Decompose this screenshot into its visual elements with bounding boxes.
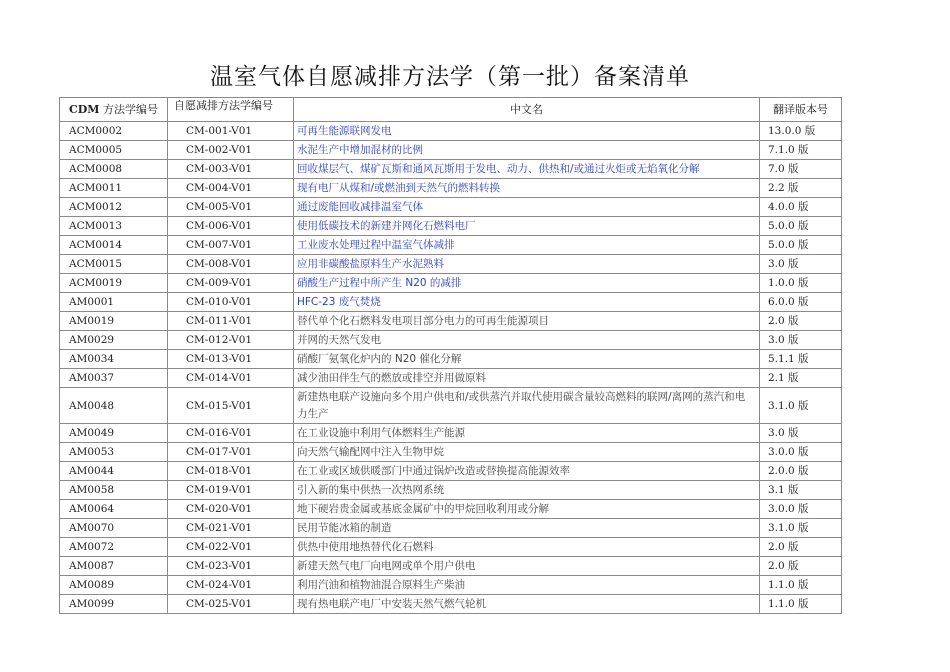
cell-version: 1.1.0 版: [760, 595, 842, 614]
cell-chinese-name: 供热中使用地热替代化石燃料: [294, 538, 760, 557]
table-row: [60, 255, 842, 274]
cell-chinese-name: 在工业设施中利用气体燃料生产能源: [294, 424, 760, 443]
cell-version: 1.0.0 版: [760, 274, 842, 293]
table-row: [60, 122, 842, 141]
cell-chinese-name[interactable]: 回收煤层气、煤矿瓦斯和通风瓦斯用于发电、动力、供热和/或通过火炬或无焰氧化分解: [294, 160, 760, 179]
cell-cdm-number: AM0070: [60, 519, 168, 538]
table-row: [60, 443, 842, 462]
cell-version: 4.0.0 版: [760, 198, 842, 217]
cell-cdm-number: ACM0002: [60, 122, 168, 141]
cell-version: 5.1.1 版: [760, 350, 842, 369]
cell-version: 2.0 版: [760, 312, 842, 331]
cell-cdm-number: ACM0012: [60, 198, 168, 217]
cell-ccer-number: CM-003-V01: [168, 160, 294, 179]
cell-cdm-number: AM0064: [60, 500, 168, 519]
cell-chinese-name[interactable]: 现有电厂从煤和/或燃油到天然气的燃料转换: [294, 179, 760, 198]
table-row: [60, 595, 842, 614]
cell-ccer-number: CM-002-V01: [168, 141, 294, 160]
cell-version: 7.1.0 版: [760, 141, 842, 160]
cell-chinese-name[interactable]: 硝酸生产过程中所产生 N20 的减排: [294, 274, 760, 293]
cell-version: 2.0 版: [760, 538, 842, 557]
cell-ccer-number: CM-005-V01: [168, 198, 294, 217]
methodology-table: [59, 97, 842, 614]
cell-ccer-number: CM-011-V01: [168, 312, 294, 331]
cell-ccer-number: CM-023-V01: [168, 557, 294, 576]
cell-chinese-name[interactable]: 使用低碳技术的新建并网化石燃料电厂: [294, 217, 760, 236]
cell-chinese-name[interactable]: 工业废水处理过程中温室气体减排: [294, 236, 760, 255]
page-title: 温室气体自愿减排方法学（第一批）备案清单: [210, 64, 690, 90]
table-row: [60, 331, 842, 350]
cell-ccer-number: CM-014-V01: [168, 369, 294, 388]
cell-ccer-number: CM-001-V01: [168, 122, 294, 141]
cell-version: 3.0 版: [760, 331, 842, 350]
cell-version: 2.0.0 版: [760, 462, 842, 481]
cell-version: 6.0.0 版: [760, 293, 842, 312]
cell-cdm-number: AM0049: [60, 424, 168, 443]
table-row: [60, 293, 842, 312]
cell-chinese-name[interactable]: 水泥生产中增加混材的比例: [294, 141, 760, 160]
cell-ccer-number: CM-004-V01: [168, 179, 294, 198]
table-row: [60, 350, 842, 369]
cell-chinese-name[interactable]: 通过废能回收减排温室气体: [294, 198, 760, 217]
cell-cdm-number: AM0001: [60, 293, 168, 312]
table-row: [60, 274, 842, 293]
cell-cdm-number: AM0099: [60, 595, 168, 614]
cell-version: 3.0.0 版: [760, 443, 842, 462]
cell-cdm-number: AM0044: [60, 462, 168, 481]
cell-chinese-name[interactable]: HFC-23 废气焚烧: [294, 293, 760, 312]
cell-ccer-number: CM-019-V01: [168, 481, 294, 500]
header-ccer-number: 自愿减排方法学编号: [168, 98, 294, 122]
cell-cdm-number: AM0053: [60, 443, 168, 462]
cell-chinese-name: 并网的天然气发电: [294, 331, 760, 350]
cell-ccer-number: CM-020-V01: [168, 500, 294, 519]
cell-ccer-number: CM-009-V01: [168, 274, 294, 293]
cell-cdm-number: AM0019: [60, 312, 168, 331]
table-row: [60, 141, 842, 160]
cell-version: 2.1 版: [760, 369, 842, 388]
cell-chinese-name: 地下硬岩贵金属或基底金属矿中的甲烷回收利用或分解: [294, 500, 760, 519]
cell-chinese-name: 替代单个化石燃料发电项目部分电力的可再生能源项目: [294, 312, 760, 331]
cell-chinese-name: 引入新的集中供热一次热网系统: [294, 481, 760, 500]
cell-version: 3.0 版: [760, 424, 842, 443]
cell-cdm-number: ACM0011: [60, 179, 168, 198]
cell-chinese-name: 新建热电联产设施向多个用户供电和/或供蒸汽并取代使用碳含量较高燃料的联网/离网的蒸汽和电力生产: [294, 388, 760, 424]
table-row: [60, 424, 842, 443]
cell-cdm-number: AM0058: [60, 481, 168, 500]
cell-ccer-number: CM-018-V01: [168, 462, 294, 481]
header-version: 翻译版本号: [760, 98, 842, 122]
cell-version: 5.0.0 版: [760, 236, 842, 255]
cell-version: 3.1.0 版: [760, 519, 842, 538]
cell-ccer-number: CM-022-V01: [168, 538, 294, 557]
cell-cdm-number: AM0034: [60, 350, 168, 369]
table-row: [60, 217, 842, 236]
cell-ccer-number: CM-006-V01: [168, 217, 294, 236]
cell-ccer-number: CM-016-V01: [168, 424, 294, 443]
cell-cdm-number: AM0072: [60, 538, 168, 557]
table-row: [60, 481, 842, 500]
table-row: [60, 369, 842, 388]
cell-cdm-number: AM0048: [60, 388, 168, 424]
cell-version: 2.2 版: [760, 179, 842, 198]
cell-ccer-number: CM-021-V01: [168, 519, 294, 538]
table-row: [60, 179, 842, 198]
table-row: [60, 538, 842, 557]
cell-version: 2.0 版: [760, 557, 842, 576]
cell-chinese-name: 减少油田伴生气的燃放或排空并用做原料: [294, 369, 760, 388]
cell-ccer-number: CM-017-V01: [168, 443, 294, 462]
cell-cdm-number: AM0089: [60, 576, 168, 595]
cell-chinese-name[interactable]: 应用非碳酸盐原料生产水泥熟料: [294, 255, 760, 274]
cell-cdm-number: ACM0005: [60, 141, 168, 160]
cell-ccer-number: CM-013-V01: [168, 350, 294, 369]
cell-version: 5.0.0 版: [760, 217, 842, 236]
cell-chinese-name: 在工业或区域供暖部门中通过锅炉改造或替换提高能源效率: [294, 462, 760, 481]
cell-version: 7.0 版: [760, 160, 842, 179]
table-row: [60, 576, 842, 595]
cell-chinese-name: 硝酸厂氨氧化炉内的 N20 催化分解: [294, 350, 760, 369]
cell-cdm-number: ACM0019: [60, 274, 168, 293]
table-row: [60, 312, 842, 331]
cell-ccer-number: CM-012-V01: [168, 331, 294, 350]
table-row: [60, 462, 842, 481]
cell-version: 3.0 版: [760, 255, 842, 274]
cell-ccer-number: CM-015-V01: [168, 388, 294, 424]
cell-ccer-number: CM-008-V01: [168, 255, 294, 274]
cell-ccer-number: CM-007-V01: [168, 236, 294, 255]
cell-cdm-number: AM0029: [60, 331, 168, 350]
cell-ccer-number: CM-010-V01: [168, 293, 294, 312]
cell-chinese-name: 民用节能冰箱的制造: [294, 519, 760, 538]
table-header-row: [60, 98, 842, 122]
cell-cdm-number: AM0037: [60, 369, 168, 388]
cell-chinese-name: 向天然气输配网中注入生物甲烷: [294, 443, 760, 462]
cell-ccer-number: CM-024-V01: [168, 576, 294, 595]
table-row: [60, 500, 842, 519]
cell-cdm-number: AM0087: [60, 557, 168, 576]
cell-version: 3.0.0 版: [760, 500, 842, 519]
cell-ccer-number: CM-025-V01: [168, 595, 294, 614]
cell-cdm-number: ACM0014: [60, 236, 168, 255]
cell-cdm-number: ACM0013: [60, 217, 168, 236]
cell-chinese-name: 利用汽油和植物油混合原料生产柴油: [294, 576, 760, 595]
cell-chinese-name[interactable]: 可再生能源联网发电: [294, 122, 760, 141]
cell-cdm-number: ACM0015: [60, 255, 168, 274]
cell-version: 3.1 版: [760, 481, 842, 500]
table-row: [60, 557, 842, 576]
table-row: [60, 519, 842, 538]
table-row: [60, 198, 842, 217]
cell-cdm-number: ACM0008: [60, 160, 168, 179]
cell-chinese-name: 新建天然气电厂向电网或单个用户供电: [294, 557, 760, 576]
header-chinese-name: 中文名: [294, 98, 760, 122]
table-row: [60, 236, 842, 255]
table-row: [60, 388, 842, 424]
table-row: [60, 160, 842, 179]
cell-version: 13.0.0 版: [760, 122, 842, 141]
cell-version: 3.1.0 版: [760, 388, 842, 424]
header-cdm-number: CDM 方法学编号: [60, 98, 168, 122]
cell-chinese-name: 现有热电联产电厂中安装天然气燃气轮机: [294, 595, 760, 614]
cell-version: 1.1.0 版: [760, 576, 842, 595]
